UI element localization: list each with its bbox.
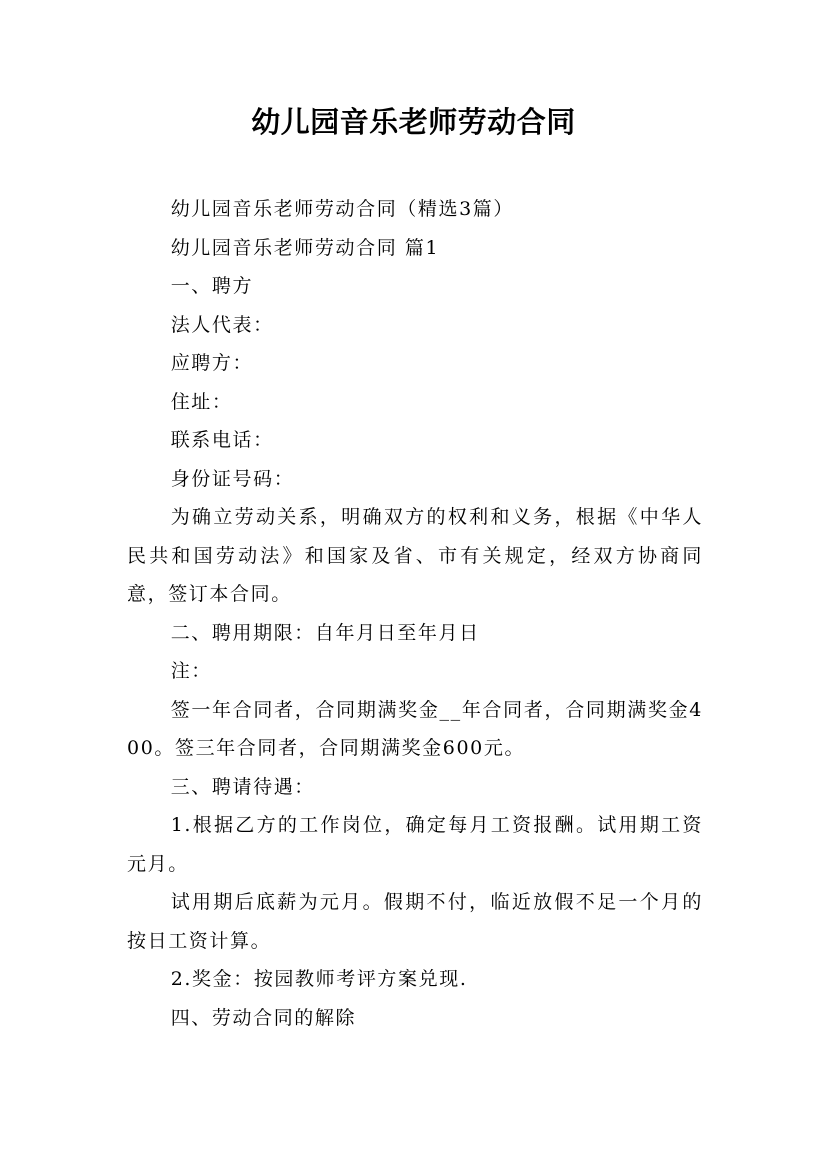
document-title: 幼儿园音乐老师劳动合同 <box>251 105 576 139</box>
paragraph-phone: 联系电话： <box>170 429 274 451</box>
paragraph-address: 住址： <box>170 390 233 413</box>
paragraph-salary: 1.根据乙方的工作岗位，确定每月工资报酬。试用期工资元月。 <box>127 814 703 875</box>
paragraph-legal-rep: 法人代表： <box>170 313 274 336</box>
paragraph-purpose: 为确立劳动关系，明确双方的权利和义务，根据《中华人民共和国劳动法》和国家及省、市有关规定，经双方协商同意，签订本合同。 <box>127 506 703 605</box>
paragraph-base-pay: 试用期后底薪为元月。假期不付，临近放假不足一个月的按日工资计算。 <box>127 891 703 952</box>
paragraph-applicant: 应聘方： <box>170 352 254 374</box>
paragraph-subtitle: 幼儿园音乐老师劳动合同（精选3篇） <box>170 198 514 220</box>
paragraph-bonus-terms: 签一年合同者，合同期满奖金__年合同者，合同期满奖金400。签三年合同者，合同期满奖金600元。 <box>127 698 703 759</box>
paragraph-employer: 一、聘方 <box>170 275 254 297</box>
paragraph-termination-heading: 四、劳动合同的解除 <box>170 1006 357 1029</box>
paragraph-compensation-heading: 三、聘请待遇： <box>170 775 315 798</box>
paragraph-bonus: 2.奖金：按园教师考评方案兑现. <box>170 968 468 990</box>
paragraph-section-heading: 幼儿园音乐老师劳动合同 篇1 <box>170 236 440 259</box>
paragraph-id-number: 身份证号码： <box>170 467 295 490</box>
paragraph-note-label: 注： <box>170 660 212 682</box>
document-body <box>127 190 703 1037</box>
paragraph-term: 二、聘用期限：自年月日至年月日 <box>170 621 480 644</box>
